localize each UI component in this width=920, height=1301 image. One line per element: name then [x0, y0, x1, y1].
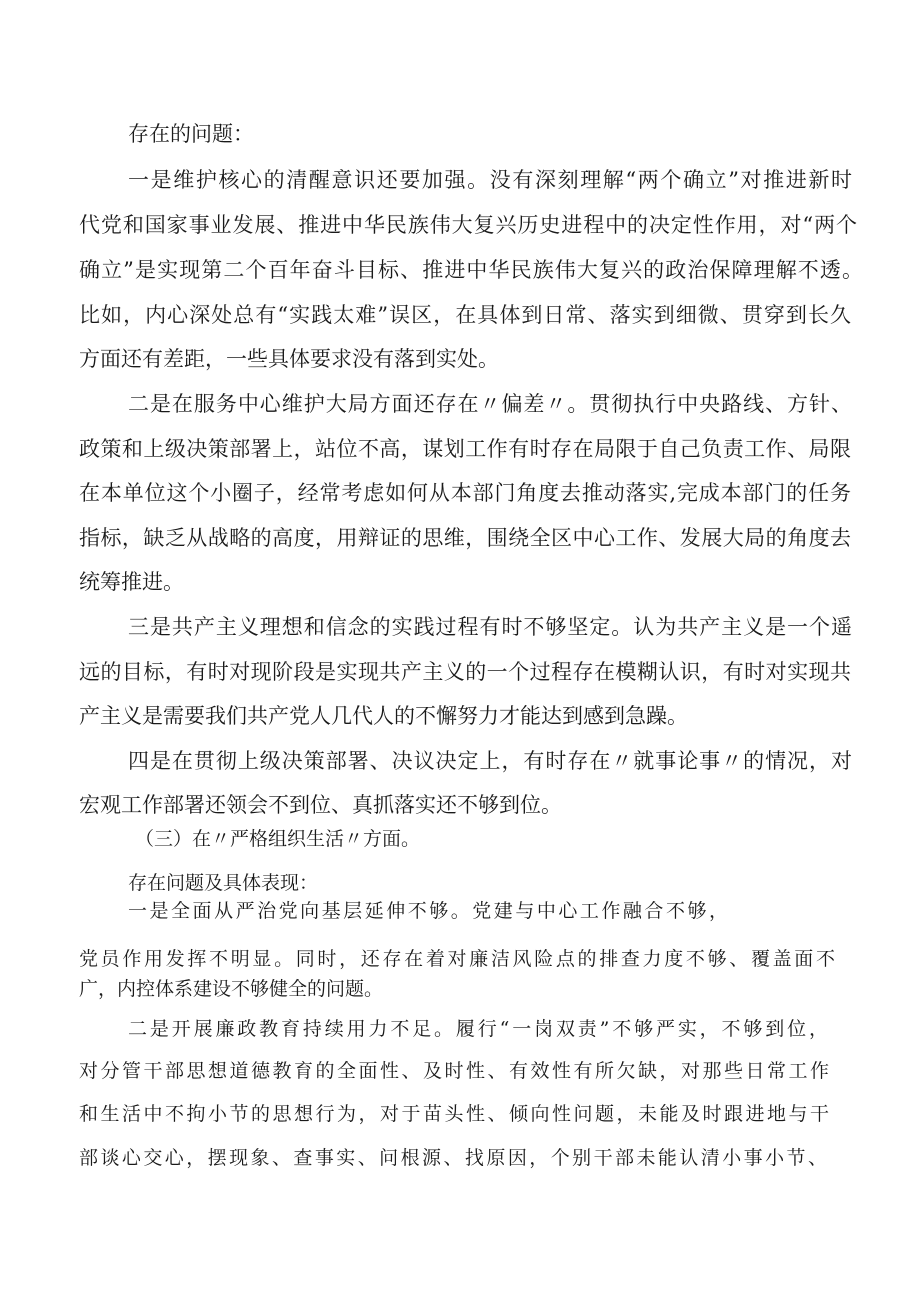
para1-line4: 比如，内心深处总有“实践太难”误区，在具体到日常、落实到细微、贯穿到长久: [79, 303, 853, 327]
para1-line2: 代党和国家事业发展、推进中华民族伟大复兴历史进程中的决定性作用，对“两个: [79, 213, 858, 237]
para4-line1: 四是在贯彻上级决策部署、决议决定上，有时存在〃就事论事〃的情况，对: [128, 749, 853, 773]
para1-line5: 方面还有差距，一些具体要求没有落到实处。: [79, 347, 499, 371]
section-title-organization-life: （三）在〃严格组织生活〃方面。: [135, 828, 421, 850]
para2-line4: 指标，缺乏从战略的高度，用辩证的思维，围绕全区中心工作、发展大局的角度去: [79, 526, 852, 550]
para3-line1: 三是共产主义理想和信念的实践过程有时不够坚定。认为共产主义是一个遥: [128, 615, 853, 639]
para2-line2: 政策和上级决策部署上，站位不高，谋划工作有时存在局限于自己负责工作、局限: [79, 437, 852, 461]
para5-line1: 一是全面从严治党向基层延伸不够。党建与中心工作融合不够，: [128, 900, 731, 922]
para5-line2: 党员作用发挥不明显。同时，还存在着对廉洁风险点的排查力度不够、覆盖面不: [79, 948, 838, 970]
para4-line2: 宏观工作部署还领会不到位、真抓落实还不够到位。: [79, 793, 562, 817]
section-heading-problems-detail: 存在问题及具体表现：: [128, 872, 319, 894]
para2-line1: 二是在服务中心维护大局方面还存在〃偏差〃。贯彻执行中央路线、方针、: [128, 392, 853, 416]
para3-line2: 远的目标，有时对现阶段是实现共产主义的一个过程存在模糊认识，有时对实现共: [79, 660, 852, 684]
section-heading-problems: 存在的问题：: [128, 122, 254, 146]
para2-line3: 在本单位这个小圈子，经常考虑如何从本部门角度去推动落实,完成本部门的任务: [79, 481, 852, 505]
para6-line2: 对分管干部思想道德教育的全面性、及时性、有效性有所欠缺，对那些日常工作: [79, 1060, 832, 1082]
para5-line3: 广，内控体系建设不够健全的问题。: [79, 978, 384, 1000]
para6-line1: 二是开展廉政教育持续用力不足。履行“一岗双责”不够严实，不够到位，: [128, 1018, 831, 1040]
para6-line4: 部谈心交心，摆现象、查事实、问根源、找原因，个别干部未能认清小事小节、: [79, 1147, 830, 1169]
para6-line3: 和生活中不拘小节的思想行为，对于苗头性、倾向性问题，未能及时跟进地与干: [79, 1103, 832, 1125]
para2-line5: 统筹推进。: [79, 570, 184, 594]
para1-line1: 一是维护核心的清醒意识还要加强。没有深刻理解“两个确立”对推进新时: [128, 168, 854, 192]
para1-line3: 确立”是实现第二个百年奋斗目标、推进中华民族伟大复兴的政治保障理解不透。: [79, 258, 865, 282]
para3-line3: 产主义是需要我们共产党人几代人的不懈努力才能达到感到急躁。: [79, 704, 688, 728]
